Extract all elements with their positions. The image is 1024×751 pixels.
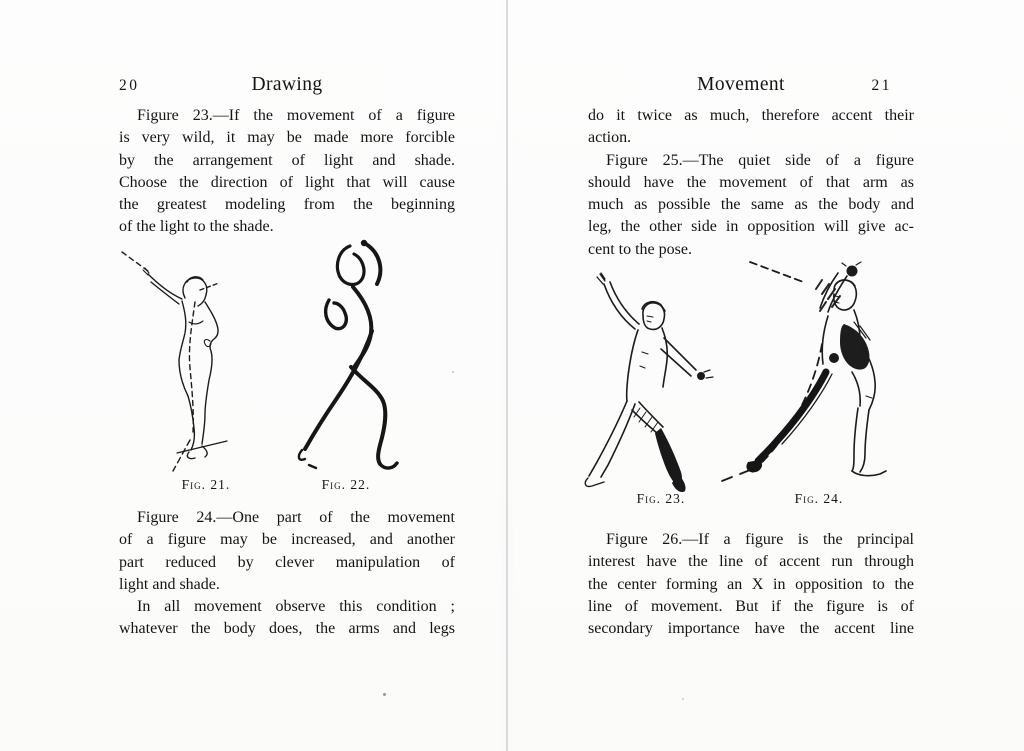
page-gutter-divider	[506, 0, 508, 751]
text-line: by the arrangement of light and shade.	[119, 151, 455, 169]
text-line: light and shade.	[119, 575, 220, 593]
left-page-header	[119, 74, 455, 100]
figure-21-caption: Fig. 21.	[181, 477, 231, 492]
paragraph	[588, 105, 914, 150]
right-page-number: 21	[871, 77, 892, 94]
right-page-header	[588, 74, 914, 100]
figure-23-sketch	[582, 260, 752, 505]
left-bottom-text	[119, 507, 455, 641]
text-line: much as possible the same as the body and	[588, 196, 914, 214]
paragraph	[119, 105, 455, 239]
movement-dashed-line	[122, 252, 148, 271]
paragraph	[119, 507, 455, 596]
text-line: is very wild, it may be made more forcible	[119, 129, 455, 147]
text-line: part reduced by clever manipulation of	[119, 553, 455, 571]
text-line: Figure 23.—If the movement of a figure	[137, 107, 455, 124]
paragraph	[588, 529, 914, 640]
text-line: of the light to the shade.	[119, 218, 274, 236]
text-line: In all movement observe this condition ;	[137, 598, 455, 616]
text-line: do it twice as much, therefore accent their	[588, 107, 914, 124]
text-line: the greatest modeling from the beginning	[119, 196, 455, 214]
scan-speck	[383, 693, 386, 696]
figure-24-sketch	[742, 256, 927, 506]
text-line: of a figure may be increased, and another	[119, 531, 455, 549]
left-page-number: 20	[119, 77, 140, 94]
figure-22-caption: Fig. 22.	[321, 477, 371, 492]
text-line: the center forming an X in opposition to the	[588, 575, 914, 593]
text-line: Figure 26.—If a figure is the principal	[606, 531, 914, 548]
text-line: line of movement. But if the figure is of	[588, 597, 914, 615]
figure-24-caption: Fig. 24.	[794, 491, 844, 506]
hatching	[634, 408, 658, 432]
scan-speck	[452, 371, 454, 373]
right-running-title: Movement	[697, 74, 785, 95]
text-line: whatever the body does, the arms and legs	[119, 620, 455, 638]
text-line: secondary importance have the accent line	[588, 620, 914, 638]
figure-22-sketch	[293, 237, 403, 487]
text-line: action.	[588, 129, 632, 147]
text-line: should have the movement of that arm as	[588, 173, 914, 191]
text-line: Figure 25.—The quiet side of a figure	[606, 151, 914, 169]
left-top-text	[119, 105, 455, 239]
right-top-text	[588, 105, 914, 261]
text-line: Figure 24.—One part of the movement	[137, 509, 455, 526]
text-line: interest have the line of accent run through	[588, 553, 914, 571]
accent-dashed-line	[750, 262, 806, 283]
text-line: Choose the direction of light that will cause	[119, 173, 455, 191]
paragraph	[588, 150, 914, 261]
figure-23-caption: Fig. 23.	[636, 491, 686, 506]
text-line: cent to the pose.	[588, 240, 692, 258]
text-line: leg, the other side in opposition will give ac-	[588, 218, 914, 236]
paragraph	[119, 596, 455, 641]
left-running-title: Drawing	[251, 74, 323, 95]
right-bottom-text	[588, 529, 914, 640]
scan-speck	[682, 698, 684, 700]
